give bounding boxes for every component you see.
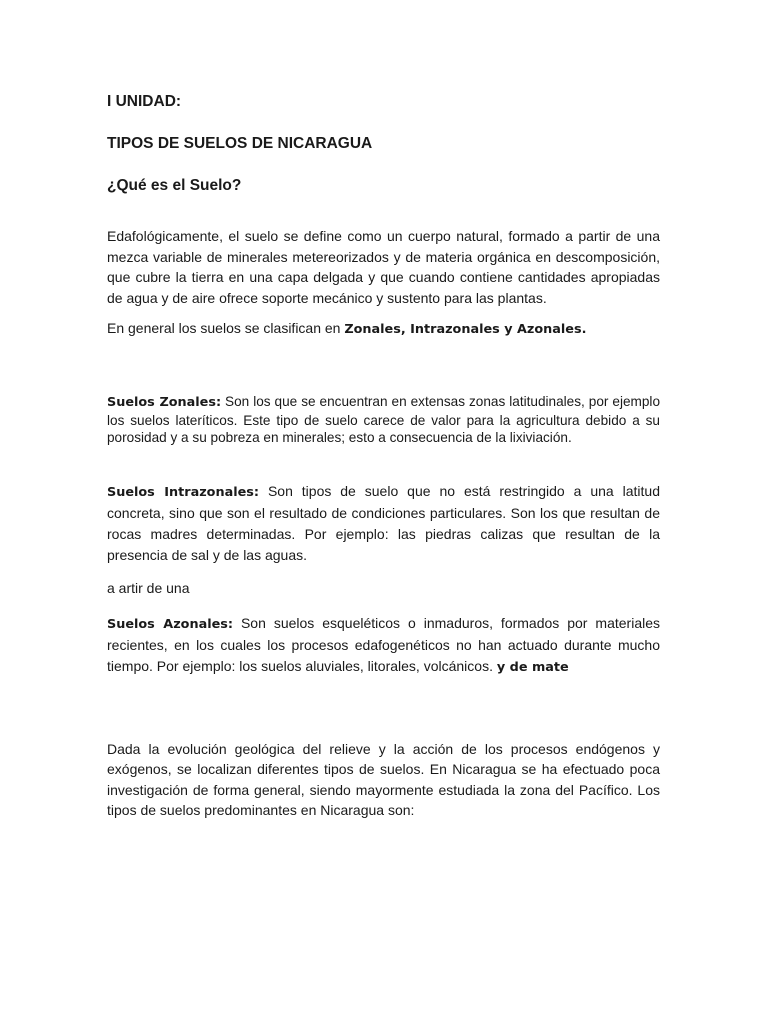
intrazonales-label: Suelos Intrazonales:: [107, 484, 260, 500]
unit-title: I UNIDAD:: [107, 93, 182, 110]
azonales-label: Suelos Azonales:: [107, 616, 234, 632]
question-heading: ¿Qué es el Suelo?: [107, 177, 242, 194]
evolution-paragraph: Dada la evolución geológica del relieve y la acción de los procesos endógenos y exógenos, se localizan diferentes tipos de suelos. En Nicaragua se ha efectuado poca investigación de forma general, siendo mayormente estudiada la zona del Pacífico. Los tipos de suelos predominantes en Nicaragua son:: [107, 740, 660, 819]
classification-paragraph: [107, 318, 660, 341]
fragment-line: a artir de una: [107, 580, 190, 597]
document-body: [107, 92, 660, 821]
zonales-paragraph: [107, 393, 660, 447]
azonales-text: Son suelos esqueléticos o inmaduros, formados por materiales recientes, en los cuales los procesos edafogenéticos no han actuado durante mucho tiempo. Por ejemplo: los suelos aluviales, litorales, volcánicos.: [107, 614, 660, 674]
classification-types: Zonales, Intrazonales y Azonales.: [344, 322, 587, 338]
definition-paragraph: Edafológicamente, el suelo se define como un cuerpo natural, formado a partir de una mezca variable de minerales metereorizados y de materia orgánica en descomposición, que cubre la tierra en una capa delgada y que cuando contiene cantidades apropiadas de agua y de aire ofrece soporte mecánico y sustento para las plantas.: [107, 228, 660, 306]
classification-lead: En general los suelos se clasifican en: [107, 320, 345, 337]
main-title: TIPOS DE SUELOS DE NICARAGUA: [107, 135, 373, 152]
zonales-label: Suelos Zonales:: [107, 394, 222, 410]
intrazonales-paragraph: [107, 481, 660, 565]
zonales-text: Son los que se encuentran en extensas zonas latitudinales, por ejemplo los suelos lateríticos. Este tipo de suelo carece de valor para la agricultura debido a su porosidad y a su pobreza en minerales; esto a consecuencia de la lixiviación.: [107, 393, 661, 446]
intrazonales-text: Son tipos de suelo que no está restringido a una latitud concreta, sino que son el resultado de condiciones particulares. Son los que resultan de rocas madres determinadas. Por ejemplo: las piedras calizas que resultan de la presencia de sal y de las aguas.: [107, 482, 660, 563]
azonales-paragraph: [107, 613, 660, 679]
azonales-trailing: y de mate: [496, 659, 569, 675]
